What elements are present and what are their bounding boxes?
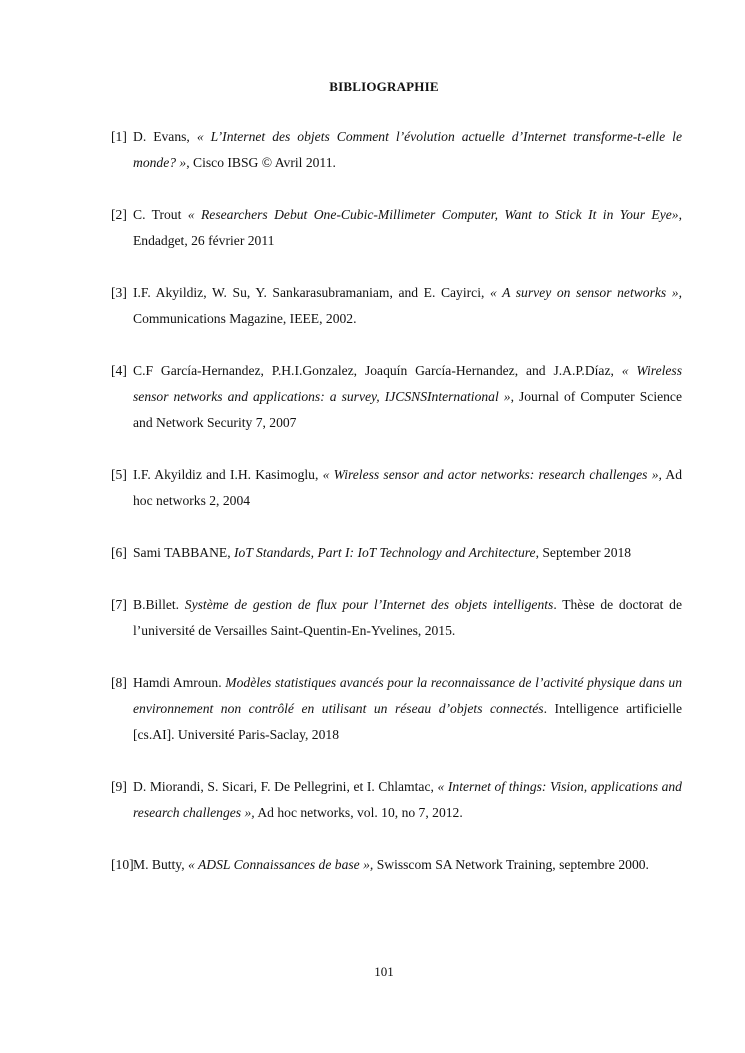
reference-entry <box>111 202 682 254</box>
reference-title: Système de gestion de flux pour l’Internet des objets intelligents <box>184 597 554 612</box>
reference-entry <box>111 592 682 644</box>
reference-entry <box>111 774 682 826</box>
reference-number: [5] <box>111 467 127 482</box>
reference-text: C.F García-Hernandez, P.H.I.Gonzalez, Joaquín García-Hernandez, and J.A.P.Díaz, <box>133 363 622 378</box>
reference-text: Hamdi Amroun. <box>133 675 226 690</box>
reference-text: I.F. Akyildiz and I.H. Kasimoglu, <box>133 467 323 482</box>
reference-text: . Thèse de doctorat de l’université de Versailles Saint-Quentin-En-Yvelines, 2015. <box>133 597 682 638</box>
reference-text: Sami TABBANE, <box>133 545 234 560</box>
reference-text: , Cisco IBSG © Avril 2011. <box>186 155 336 170</box>
reference-title: IoT Standards, Part I: IoT Technology and Architecture <box>234 545 536 560</box>
reference-title: « Internet of things: Vision, applications and research challenges », <box>133 779 682 820</box>
reference-title: « Wireless sensor networks and applications: a survey, IJCSNSInternational » <box>133 363 682 404</box>
reference-entry <box>111 358 682 436</box>
reference-text: M. Butty, <box>133 857 189 872</box>
reference-title: « A survey on sensor networks » <box>489 285 679 300</box>
reference-entry <box>111 540 682 566</box>
reference-text: , Communications Magazine, IEEE, 2002. <box>133 285 683 326</box>
reference-title: « Researchers Debut One-Cubic-Millimeter Computer, Want to Stick It in Your Eye» <box>187 207 679 222</box>
reference-entry <box>111 280 682 332</box>
reference-text: Ad hoc networks, vol. 10, no 7, 2012. <box>254 805 463 820</box>
reference-text: Ad hoc networks 2, 2004 <box>133 467 683 508</box>
reference-number: [7] <box>111 597 127 612</box>
reference-text: D. Evans, <box>133 129 197 144</box>
reference-number: [6] <box>111 545 127 560</box>
page-title: BIBLIOGRAPHIE <box>329 79 439 94</box>
reference-text: I.F. Akyildiz, W. Su, Y. Sankarasubramaniam, and E. Cayirci, <box>133 285 490 300</box>
reference-entry <box>111 124 682 176</box>
reference-text: , Journal of Computer Science and Network Security 7, 2007 <box>133 389 682 430</box>
reference-title: « L’Internet des objets Comment l’évolution actuelle d’Internet transforme-t-elle le monde? » <box>133 129 682 170</box>
reference-number: [3] <box>111 285 127 300</box>
reference-text: Swisscom SA Network Training, septembre 2000. <box>373 857 649 872</box>
reference-entry <box>111 852 682 878</box>
reference-text: D. Miorandi, S. Sicari, F. De Pellegrini, et I. Chlamtac, <box>133 779 438 794</box>
reference-number: [8] <box>111 675 127 690</box>
reference-text: . Intelligence artificielle [cs.AI]. Université Paris-Saclay, 2018 <box>133 701 682 742</box>
reference-number: [10] <box>111 857 134 872</box>
reference-text: , Endadget, 26 février 2011 <box>133 207 682 248</box>
reference-list <box>111 124 682 878</box>
reference-number: [2] <box>111 207 127 222</box>
page-number: 101 <box>374 964 394 979</box>
reference-entry <box>111 670 682 748</box>
reference-title: « Wireless sensor and actor networks: research challenges », <box>322 467 662 482</box>
reference-text: C. Trout <box>133 207 188 222</box>
reference-number: [9] <box>111 779 127 794</box>
reference-title: « ADSL Connaissances de base », <box>188 857 374 872</box>
reference-number: [4] <box>111 363 127 378</box>
reference-title: Modèles statistiques avancés pour la reconnaissance de l’activité physique dans un environnement non contrôlé en utilisant un réseau d’objets connectés <box>133 675 682 716</box>
reference-entry <box>111 462 682 514</box>
reference-text: B.Billet. <box>133 597 185 612</box>
reference-text: , September 2018 <box>535 545 632 560</box>
reference-number: [1] <box>111 129 127 144</box>
